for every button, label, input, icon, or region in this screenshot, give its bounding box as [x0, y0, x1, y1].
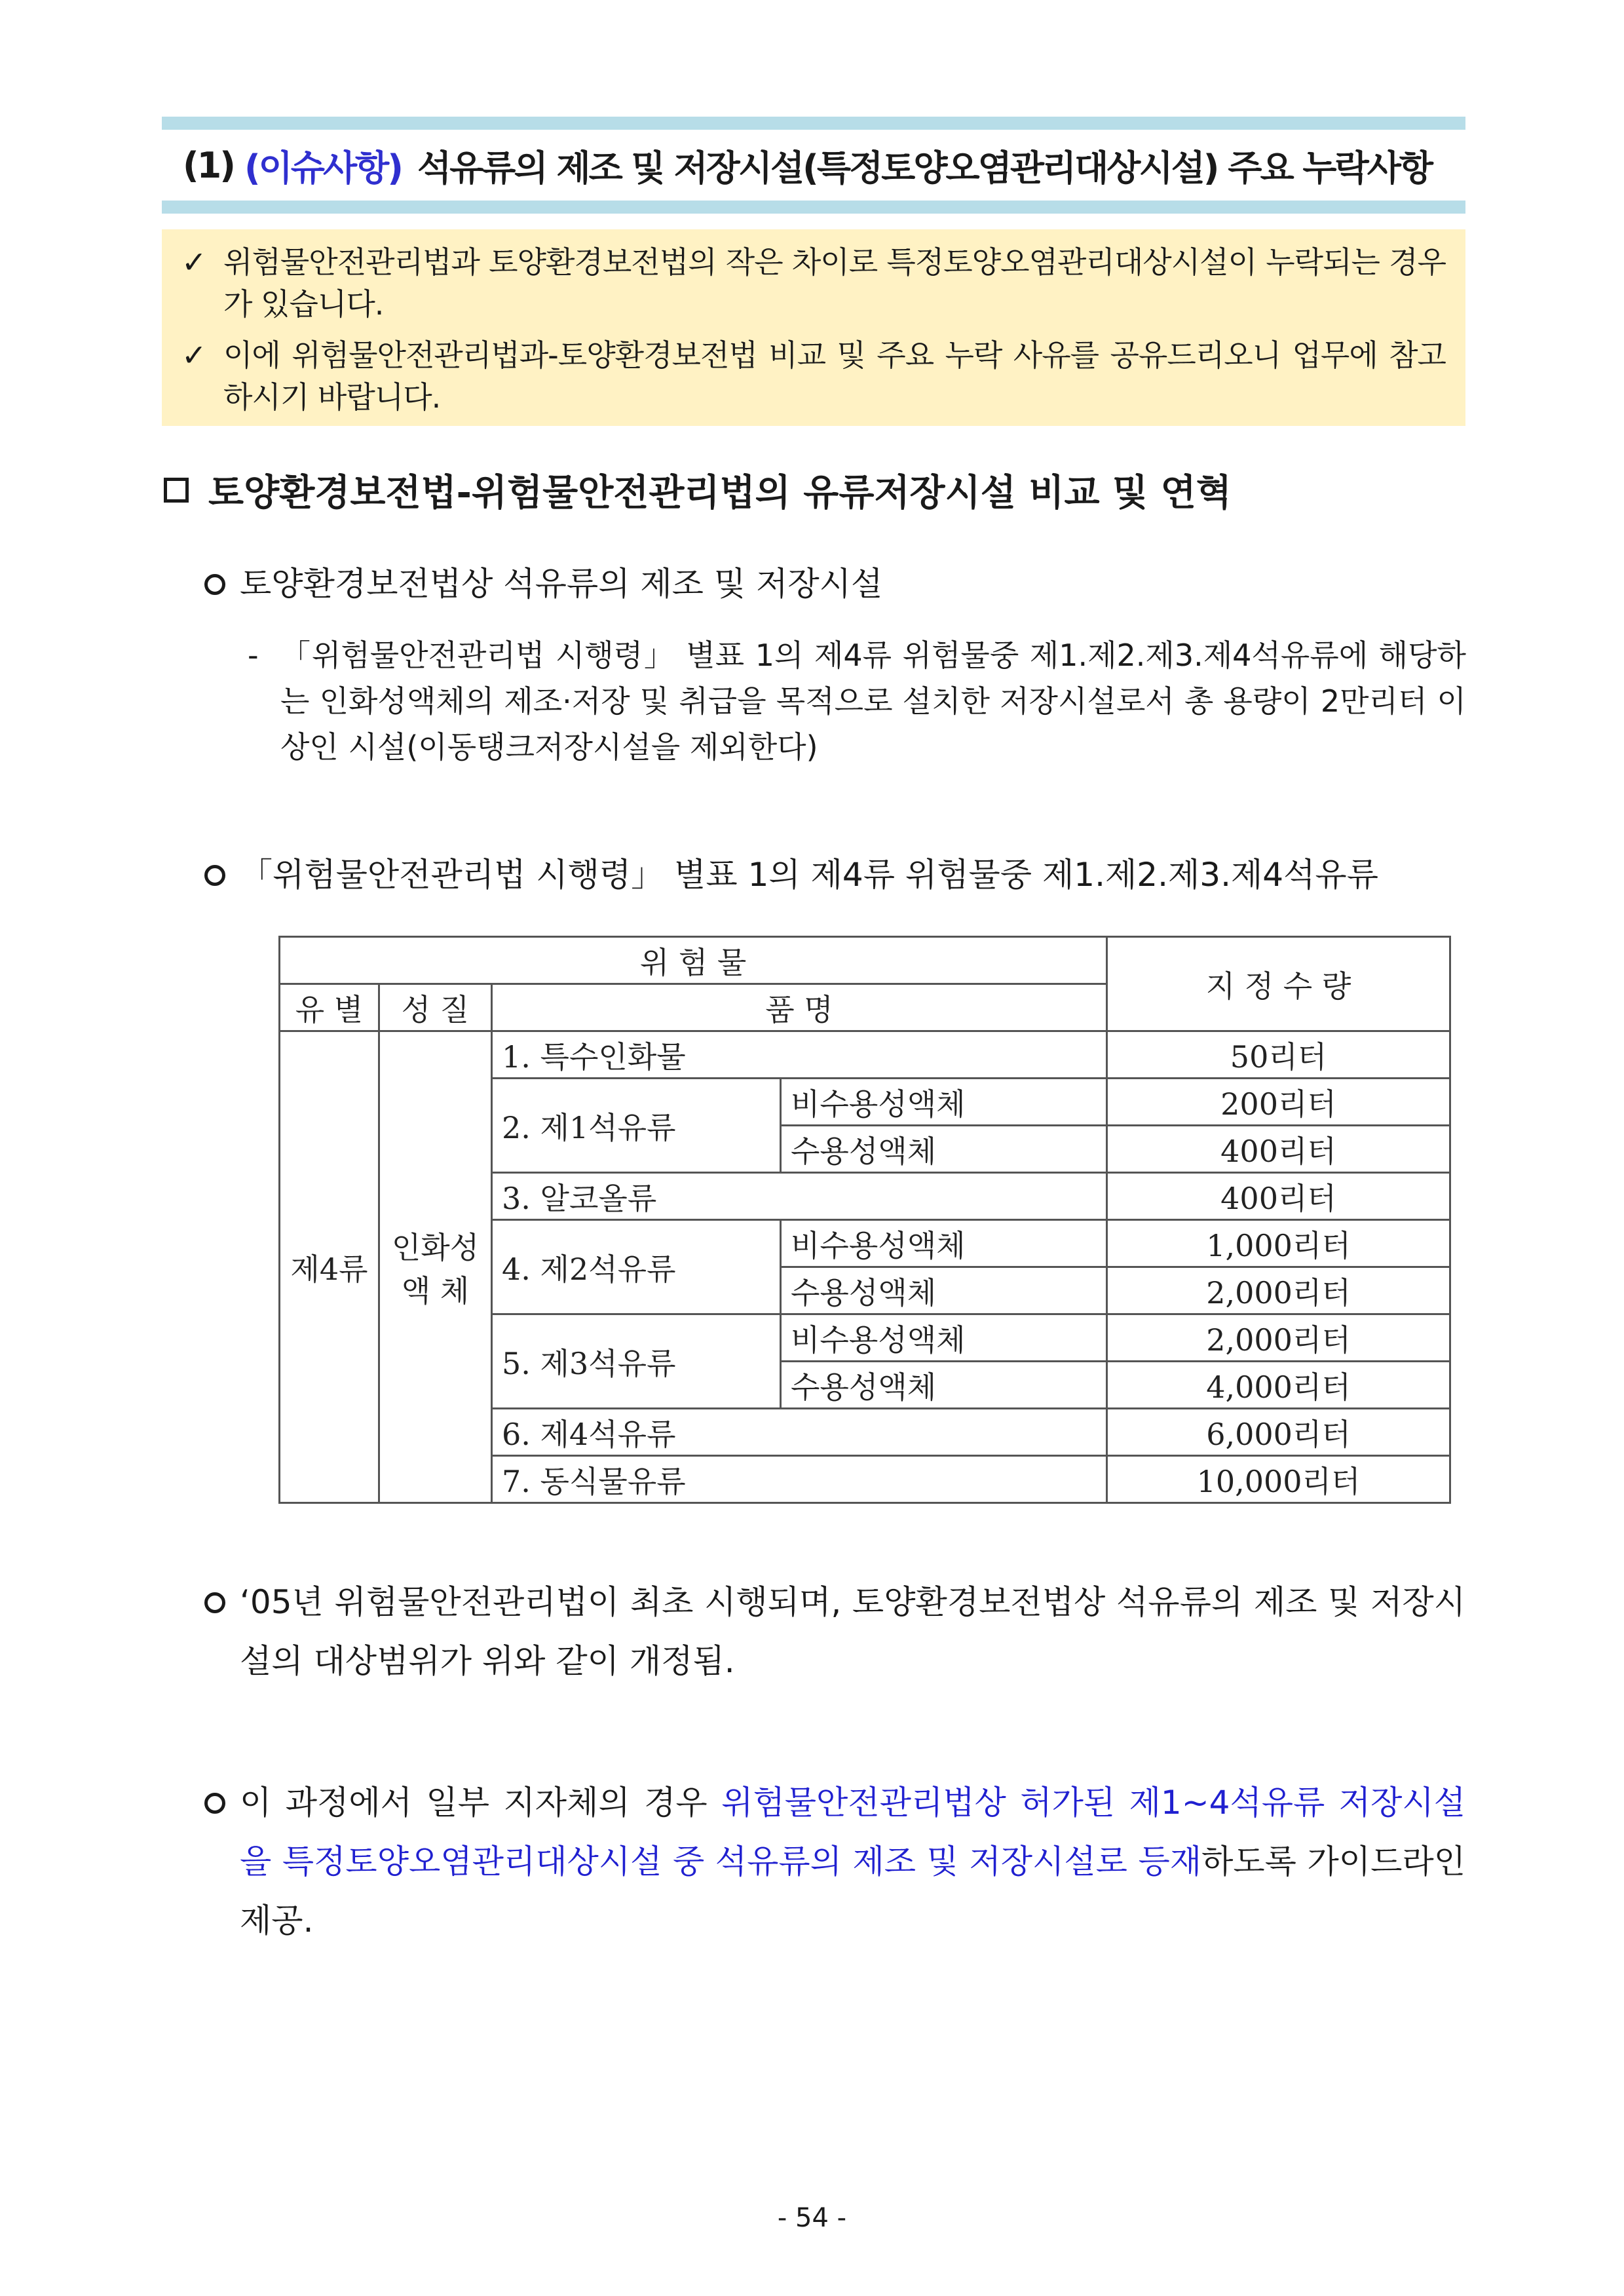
table-cell-property — [379, 1031, 492, 1503]
page-title — [162, 130, 1465, 201]
property-line: 액 체 — [401, 1272, 470, 1309]
bullet-item — [204, 1773, 1465, 1950]
table-cell-item: 7. 동식물유류 — [492, 1456, 1107, 1503]
bullet-text-highlight: 위험물안전관리법상 허가된 제1~4석유류 저장시설을 특정토양오염관리대상시설 중 석유류의 제조 및 저장시설로 등재 — [240, 1784, 1465, 1881]
notice-item — [181, 241, 1446, 325]
check-icon: ✓ — [181, 244, 207, 280]
square-bullet-icon — [164, 478, 189, 503]
section-heading — [164, 464, 1232, 516]
bullet-text-normal: 하도록 가이드라인 제공. — [240, 1843, 1466, 1940]
title-issue-label: (이슈사항) — [244, 147, 402, 189]
bullet-item — [204, 554, 1465, 613]
circle-bullet-icon — [204, 865, 225, 886]
table-header-item: 품 명 — [492, 984, 1107, 1031]
dash-text: 「위험물안전관리법 시행령」 별표 1의 제4류 위험물중 제1.제2.제3.제4석유류에 해당하는 인화성액체의 제조·저장 및 취급을 목적으로 설치한 저장시설로서 총 용량이 2만리터 이상인 시설(이동탱크저장시설을 제외한다) — [280, 638, 1466, 765]
table-cell-item: 3. 알코올류 — [492, 1173, 1107, 1220]
table-cell-qty: 400리터 — [1107, 1173, 1450, 1220]
table-cell-item: 5. 제3석유류 — [492, 1314, 781, 1409]
bullet-text: ‘05년 위험물안전관리법이 최초 시행되며, 토양환경보전법상 석유류의 제조 및 저장시설의 대상범위가 위와 같이 개정됨. — [240, 1583, 1465, 1680]
table-cell-class: 제4류 — [280, 1031, 379, 1503]
table-cell-qty: 2,000리터 — [1107, 1267, 1450, 1314]
table-header-class: 유 별 — [280, 984, 379, 1031]
table-header-property: 성 질 — [379, 984, 492, 1031]
table-cell-qty: 400리터 — [1107, 1126, 1450, 1173]
table-cell-subitem: 비수용성액체 — [781, 1220, 1107, 1267]
table-cell-qty: 4,000리터 — [1107, 1362, 1450, 1409]
check-icon: ✓ — [181, 337, 207, 373]
title-bottom-bar — [162, 201, 1465, 214]
table-cell-qty: 50리터 — [1107, 1031, 1450, 1079]
table-header-quantity: 지 정 수 량 — [1107, 937, 1450, 1031]
table-cell-item: 1. 특수인화물 — [492, 1031, 1107, 1079]
table-cell-qty: 1,000리터 — [1107, 1220, 1450, 1267]
page-number: - 54 - — [777, 2203, 847, 2233]
table-header-hazard: 위 험 물 — [280, 937, 1107, 984]
property-line: 인화성 — [391, 1229, 480, 1265]
table-cell-subitem: 비수용성액체 — [781, 1314, 1107, 1362]
notice-box — [162, 229, 1465, 426]
table-cell-subitem: 수용성액체 — [781, 1126, 1107, 1173]
title-text: 석유류의 제조 및 저장시설(특정토양오염관리대상시설) 주요 누락사항 — [417, 147, 1432, 189]
table-cell-subitem: 수용성액체 — [781, 1267, 1107, 1314]
table-cell-item: 6. 제4석유류 — [492, 1409, 1107, 1456]
table-cell-subitem: 비수용성액체 — [781, 1079, 1107, 1126]
table-cell-qty: 200리터 — [1107, 1079, 1450, 1126]
dash-icon: - — [248, 638, 259, 673]
title-top-bar — [162, 117, 1465, 130]
title-number: (1) — [183, 144, 234, 186]
circle-bullet-icon — [204, 574, 225, 595]
table-cell-item: 2. 제1석유류 — [492, 1079, 781, 1173]
table-cell-qty: 10,000리터 — [1107, 1456, 1450, 1503]
bullet-text — [240, 1773, 1465, 1950]
table-cell-qty: 2,000리터 — [1107, 1314, 1450, 1362]
bullet-item — [204, 845, 1465, 904]
notice-item — [181, 334, 1446, 418]
bullet-item — [204, 1573, 1465, 1691]
bullet-text: 토양환경보전법상 석유류의 제조 및 저장시설 — [240, 565, 883, 603]
notice-text: 위험물안전관리법과 토양환경보전법의 작은 차이로 특정토양오염관리대상시설이 누락되는 경우가 있습니다. — [223, 244, 1446, 322]
hazard-quantity-table — [278, 936, 1451, 1504]
circle-bullet-icon — [204, 1793, 225, 1814]
table-cell-item: 4. 제2석유류 — [492, 1220, 781, 1314]
table-cell-qty: 6,000리터 — [1107, 1409, 1450, 1456]
bullet-text-normal: 이 과정에서 일부 지자체의 경우 — [240, 1784, 722, 1822]
table-cell-subitem: 수용성액체 — [781, 1362, 1107, 1409]
notice-text: 이에 위험물안전관리법과-토양환경보전법 비교 및 주요 누락 사유를 공유드리오니 업무에 참고하시기 바랍니다. — [223, 337, 1446, 415]
circle-bullet-icon — [204, 1592, 225, 1613]
title-block — [162, 117, 1465, 214]
section-heading-text: 토양환경보전법-위험물안전관리법의 유류저장시설 비교 및 연혁 — [208, 472, 1232, 514]
bullet-text: 「위험물안전관리법 시행령」 별표 1의 제4류 위험물중 제1.제2.제3.제4석유류 — [240, 856, 1379, 894]
dash-item — [248, 632, 1466, 770]
